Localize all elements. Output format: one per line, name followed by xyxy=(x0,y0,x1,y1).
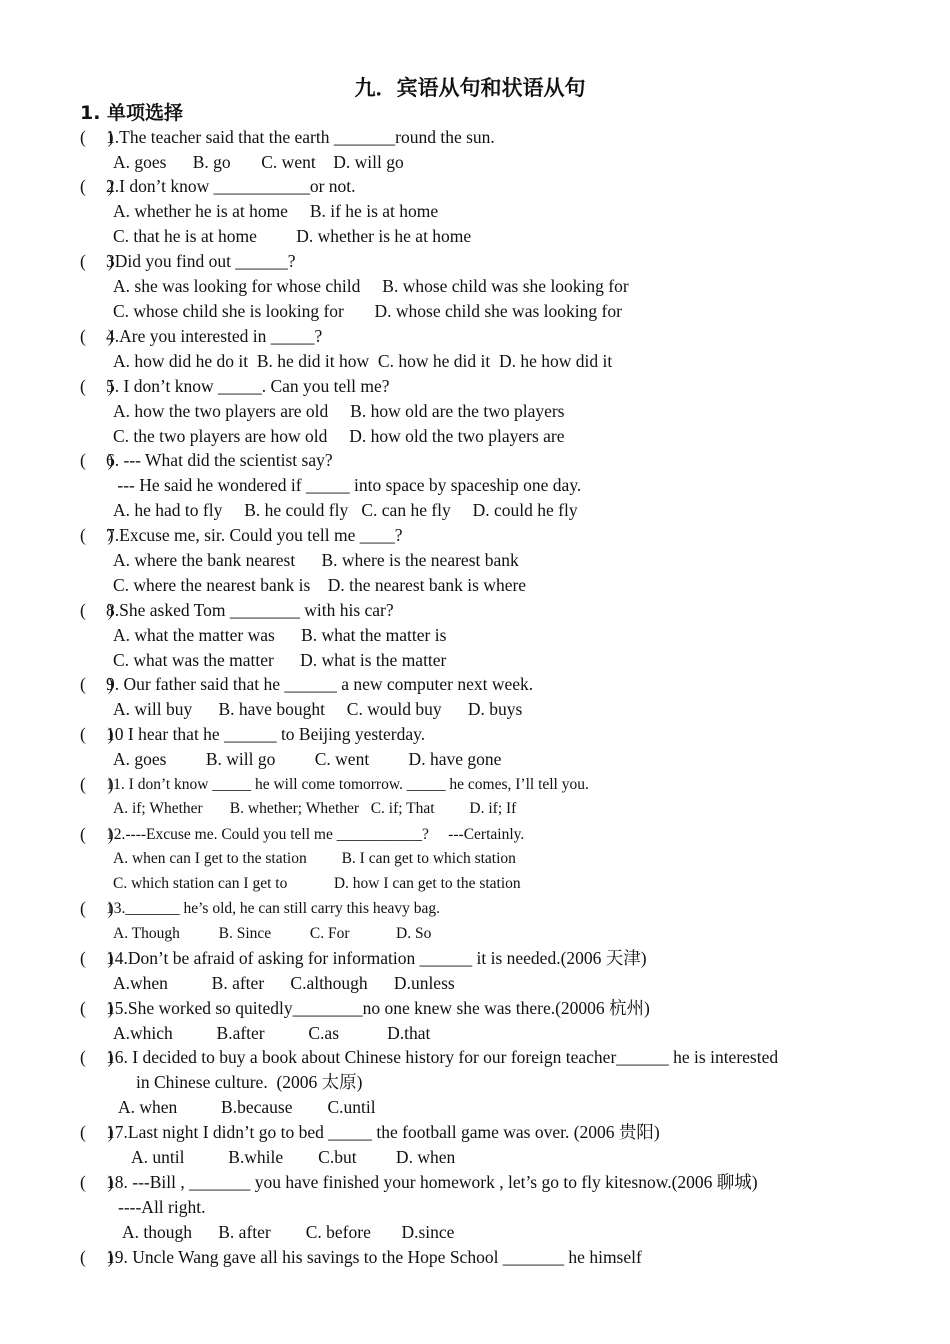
question-16-cont: in Chinese culture. (2006 太原) xyxy=(136,1072,363,1092)
question-16: 16. I decided to buy a book about Chinese history for our foreign teacher______ he is interested xyxy=(106,1047,779,1067)
options-13: A. Though B. Since C. For D. So xyxy=(113,925,432,942)
question-9: 9. Our father said that he ______ a new computer next week. xyxy=(106,674,534,694)
options-9: A. will buy B. have bought C. would buy D. buys xyxy=(113,699,523,719)
options-5b: C. the two players are how old D. how old the two players are xyxy=(113,426,565,446)
answer-paren-17: ( ) xyxy=(80,1122,114,1142)
options-2b: C. that he is at home D. whether is he at home xyxy=(113,226,472,246)
answer-paren-18: ( ) xyxy=(80,1172,114,1192)
options-8a: A. what the matter was B. what the matter is xyxy=(113,625,447,645)
question-11: 11. I don’t know _____ he will come tomorrow. _____ he comes, I’ll tell you. xyxy=(106,776,589,793)
question-6-reply: --- He said he wondered if _____ into space by spaceship one day. xyxy=(113,475,582,495)
options-7a: A. where the bank nearest B. where is the nearest bank xyxy=(113,550,519,570)
answer-paren-19: ( ) xyxy=(80,1247,114,1267)
answer-paren-5: ( ) xyxy=(80,376,114,396)
question-14: 14.Don’t be afraid of asking for information ______ it is needed.(2006 天津) xyxy=(106,948,647,968)
options-3b: C. whose child she is looking for D. whose child she was looking for xyxy=(113,301,622,321)
options-16: A. when B.because C.until xyxy=(118,1097,376,1117)
options-2a: A. whether he is at home B. if he is at home xyxy=(113,201,439,221)
options-1: A. goes B. go C. went D. will go xyxy=(113,152,404,172)
question-19: 19. Uncle Wang gave all his savings to the Hope School _______ he himself xyxy=(106,1247,642,1267)
options-12a: A. when can I get to the station B. I can get to which station xyxy=(113,850,516,867)
answer-paren-6: ( ) xyxy=(80,450,114,470)
answer-paren-9: ( ) xyxy=(80,674,114,694)
options-7b: C. where the nearest bank is D. the nearest bank is where xyxy=(113,575,527,595)
answer-paren-8: ( ) xyxy=(80,600,114,620)
question-4: 4.Are you interested in _____? xyxy=(106,326,323,346)
question-8: 8.She asked Tom ________ with his car? xyxy=(106,600,394,620)
question-2: 2.I don’t know ___________or not. xyxy=(106,176,356,196)
answer-paren-7: ( ) xyxy=(80,525,114,545)
answer-paren-1: ( ) xyxy=(80,127,114,147)
section-heading: 1. 单项选择 xyxy=(80,102,184,124)
question-5: 5. I don’t know _____. Can you tell me? xyxy=(106,376,390,396)
question-7: 7.Excuse me, sir. Could you tell me ____? xyxy=(106,525,403,545)
question-17: 17.Last night I didn’t go to bed _____ the football game was over. (2006 贵阳) xyxy=(106,1122,660,1142)
answer-paren-14: ( ) xyxy=(80,948,114,968)
question-10: 10 I hear that he ______ to Beijing yesterday. xyxy=(106,724,426,744)
question-18: 18. ---Bill , _______ you have finished your homework , let’s go to fly kitesnow.(2006 聊城) xyxy=(106,1172,758,1192)
question-1: 1.The teacher said that the earth _______round the sun. xyxy=(106,127,495,147)
answer-paren-4: ( ) xyxy=(80,326,114,346)
question-6: 6. --- What did the scientist say? xyxy=(106,450,333,470)
options-10: A. goes B. will go C. went D. have gone xyxy=(113,749,502,769)
answer-paren-3: ( ) xyxy=(80,251,114,271)
answer-paren-11: ( ) xyxy=(80,774,114,794)
options-12b: C. which station can I get to D. how I can get to the station xyxy=(113,875,521,892)
answer-paren-16: ( ) xyxy=(80,1047,114,1067)
options-14: A.when B. after C.although D.unless xyxy=(113,973,455,993)
answer-paren-10: ( ) xyxy=(80,724,114,744)
answer-paren-13: ( ) xyxy=(80,898,114,918)
answer-paren-12: ( ) xyxy=(80,824,114,844)
options-17: A. until B.while C.but D. when xyxy=(131,1147,456,1167)
question-12: 12.----Excuse me. Could you tell me ___________? ---Certainly. xyxy=(106,826,525,843)
options-8b: C. what was the matter D. what is the matter xyxy=(113,650,447,670)
question-3: 3Did you find out ______? xyxy=(106,251,296,271)
options-3a: A. she was looking for whose child B. whose child was she looking for xyxy=(113,276,629,296)
options-11: A. if; Whether B. whether; Whether C. if; That D. if; If xyxy=(113,800,517,817)
options-15: A.which B.after C.as D.that xyxy=(113,1023,431,1043)
answer-paren-15: ( ) xyxy=(80,998,114,1018)
question-13: 13._______ he’s old, he can still carry this heavy bag. xyxy=(106,900,441,917)
question-15: 15.She worked so quitedly________no one knew she was there.(20006 杭州) xyxy=(106,998,650,1018)
options-6: A. he had to fly B. he could fly C. can he fly D. could he fly xyxy=(113,500,578,520)
options-5a: A. how the two players are old B. how old are the two players xyxy=(113,401,565,421)
question-18-reply: ----All right. xyxy=(118,1197,206,1217)
options-4: A. how did he do it B. he did it how C. how he did it D. he how did it xyxy=(113,351,613,371)
answer-paren-2: ( ) xyxy=(80,176,114,196)
page-title: 九．宾语从句和状语从句 xyxy=(354,76,586,100)
options-18: A. though B. after C. before D.since xyxy=(122,1222,455,1242)
